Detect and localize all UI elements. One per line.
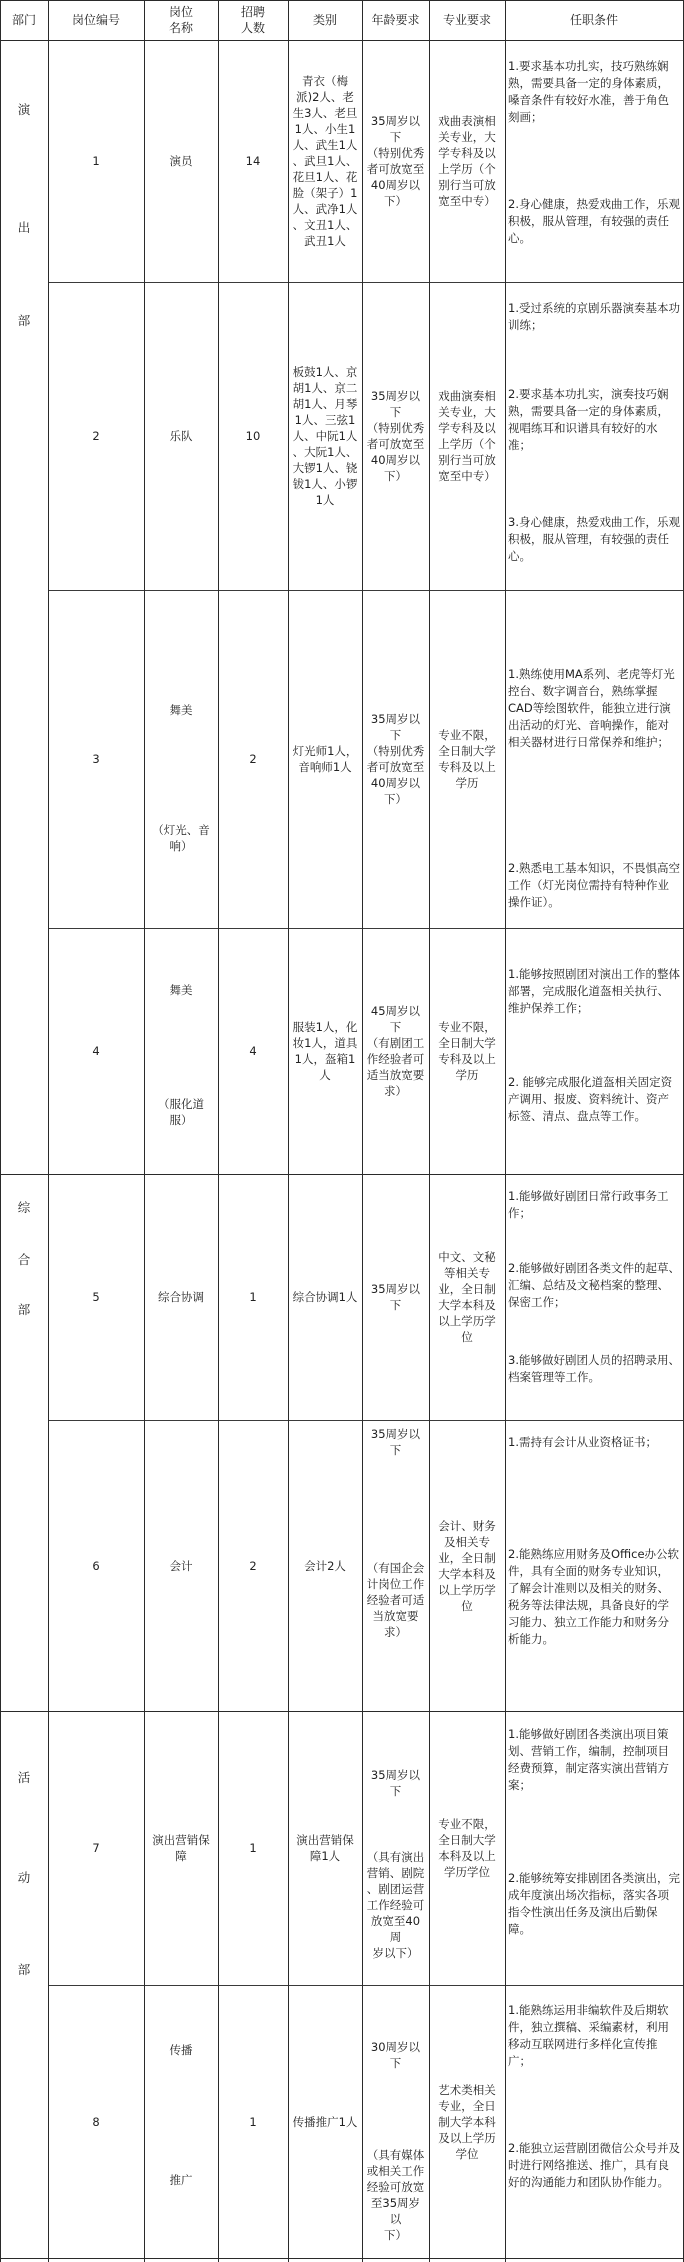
post-category: 会计2人 — [304, 1558, 346, 1573]
requirement-item: 2.能熟练应用财务及Office办公软件，具有全面的财务专业知识，了解会计准则以及相关的财务、税务等法律法规，具备良好的学习能力、独立工作能力和财务分析能力。 — [508, 1547, 680, 1646]
requirement-item: 2.能独立运营剧团微信公众号并及时进行网络推送、推广，具有良好的沟通能力和团队协作能力。 — [508, 2141, 680, 2189]
post-id: 2 — [92, 429, 100, 443]
header-category: 类别 — [312, 13, 337, 27]
requirement-item: 3.身心健康，热爱戏曲工作，乐观积极，服从管理，有较强的责任心。 — [508, 515, 680, 563]
age-requirement: 35周岁以下 （特别优秀 者可放宽至 40周岁以 下） — [366, 389, 425, 483]
table-bottom-border — [0, 2258, 684, 2259]
post-id: 3 — [92, 752, 100, 766]
post-count: 4 — [249, 1044, 257, 1058]
col-border — [505, 0, 506, 2262]
post-count: 10 — [245, 429, 261, 443]
age-requirement: （有国企会 计岗位工作 经验者可适 当放宽要 求） — [366, 1561, 425, 1639]
dept-name-char: 活 — [17, 1770, 31, 1785]
age-requirement: （具有媒体 或相关工作 经验可放宽 至35周岁以 下） — [366, 2148, 425, 2242]
dept-name-char: 合 — [17, 1252, 31, 1267]
dept-name-char: 部 — [17, 1962, 31, 1977]
header-requirements: 任职条件 — [569, 13, 618, 27]
post-name-sub: 推广 — [169, 2173, 193, 2187]
major-requirement: 戏曲演奏相 关专业，大 学专科及以 上学历（个 别行当可放 宽至中专） — [438, 389, 496, 483]
post-count: 1 — [249, 1290, 257, 1304]
post-count: 1 — [249, 1841, 257, 1855]
post-category: 灯光师1人， 音响师1人 — [292, 744, 358, 774]
post-name-sub: （服化道 服） — [158, 1097, 204, 1127]
requirement-item: 2.能够做好剧团各类文件的起草、汇编、总结及文秘档案的整理、保密工作； — [508, 1261, 680, 1309]
requirement-item: 1.要求基本功扎实，技巧熟练娴熟，需要具备一定的身体素质，嗓音条件有较好水准，善于角色刻画； — [508, 59, 669, 124]
header-count: 招聘 人数 — [240, 5, 265, 35]
post-id: 1 — [92, 154, 100, 168]
post-id: 6 — [92, 1558, 100, 1573]
post-name: 会计 — [169, 1558, 193, 1573]
header-major: 专业要求 — [442, 13, 491, 27]
major-requirement: 专业不限， 全日制大学 本科及以上 学历学位 — [438, 1817, 496, 1879]
post-category: 传播推广1人 — [292, 2114, 358, 2129]
post-name: 舞美 — [169, 983, 193, 997]
post-count: 2 — [249, 1558, 257, 1573]
post-id: 8 — [92, 2114, 100, 2129]
post-category: 综合协调1人 — [292, 1290, 358, 1304]
post-category: 服装1人，化 妆1人，道具 1人，盔箱1 人 — [292, 1020, 358, 1082]
post-id: 5 — [92, 1290, 100, 1304]
age-requirement-main: 35周岁以下 — [370, 1427, 421, 1457]
requirement-item: 1.能够按照剧团对演出工作的整体部署，完成服化道盔相关执行、维护保养工作； — [508, 967, 680, 1015]
requirement-item: 1.需持有会计从业资格证书； — [508, 1435, 657, 1449]
post-name: 乐队 — [169, 429, 193, 443]
post-id: 7 — [92, 1841, 100, 1855]
header-post-id: 岗位编号 — [71, 13, 120, 27]
dept-name-char: 出 — [17, 220, 31, 235]
age-requirement-main: 30周岁以下 — [370, 2040, 421, 2070]
dept-name-char: 演 — [17, 102, 31, 117]
dept-name-char: 动 — [17, 1870, 31, 1885]
major-requirement: 艺术类相关 专业，全日 制大学本科 及以上学历 学位 — [438, 2082, 496, 2161]
age-requirement: 35周岁以下 （特别优秀 者可放宽至 40周岁以 下） — [366, 712, 425, 806]
age-requirement: 45周岁以下 （有剧团工 作经验者可 适当放宽要 求） — [366, 1004, 425, 1098]
post-id: 4 — [92, 1044, 100, 1058]
requirement-item: 2.身心健康，热爱戏曲工作，乐观积极，服从管理，有较强的责任心。 — [508, 197, 680, 245]
age-requirement: （具有演出 营销、剧院 、剧团运营 工作经验可 放宽至40周 岁以下） — [366, 1850, 425, 1960]
post-name: 综合协调 — [158, 1290, 204, 1304]
major-requirement: 戏曲表演相 关专业，大 学专科及以 上学历（个 别行当可放 宽至中专） — [438, 114, 496, 208]
post-name: 演员 — [169, 154, 193, 168]
age-requirement: 35周岁以下 — [370, 1282, 421, 1312]
requirement-item: 2.熟悉电工基本知识，不畏惧高空工作（灯光岗位需持有特种作业操作证）。 — [508, 861, 680, 909]
requirement-item: 3.能够做好剧团人员的招聘录用、档案管理等工作。 — [508, 1353, 680, 1384]
requirement-item: 1.熟练使用MA系列、老虎等灯光控台、数字调音台，熟练掌握CAD等绘图软件，能独立进行演出活动的灯光、音响操作，能对相关器材进行日常保养和维护； — [508, 667, 675, 749]
requirement-item: 2.能够统筹安排剧团各类演出，完成年度演出场次指标，落实各项指令性演出任务及演出后勤保障。 — [508, 1871, 680, 1936]
major-requirement: 中文、文秘 等相关专 业，全日制 大学本科及 以上学历学 位 — [438, 1250, 496, 1344]
header-age: 年龄要求 — [371, 13, 420, 27]
post-category: 演出营销保 障1人 — [296, 1833, 354, 1863]
post-category: 板鼓1人、京 胡1人、京二 胡1人、月琴 1人、三弦1 人、中阮1人 、大阮1人、 大锣1人、铙 钹1人、小锣 1人 — [292, 365, 358, 507]
major-requirement: 专业不限， 全日制大学 专科及以上 学历 — [438, 728, 496, 790]
age-requirement: 35周岁以下 （特别优秀 者可放宽至 40周岁以 下） — [366, 114, 425, 208]
post-name: 舞美 — [169, 703, 193, 717]
post-name: 传播 — [169, 2043, 193, 2057]
post-category: 青衣（梅 派)2人、老 生3人、老旦 1人、小生1 人、武生1人 、武旦1人、 花旦1人、花 脸（架子）1 人、武净1人 、文丑1人、 武丑1人 — [292, 74, 358, 248]
col-border — [0, 0, 1, 2262]
age-requirement-main: 35周岁以下 — [370, 1768, 421, 1798]
requirement-item: 1.能够做好剧团日常行政事务工作； — [508, 1189, 669, 1220]
post-name: 演出营销保 障 — [152, 1833, 210, 1863]
post-count: 1 — [249, 2114, 257, 2129]
post-count: 2 — [249, 752, 257, 766]
header-post-name: 岗位 名称 — [168, 5, 193, 35]
dept-name-char: 综 — [17, 1200, 31, 1215]
dept-name-char: 部 — [17, 313, 31, 328]
header-dept: 部门 — [11, 13, 36, 27]
requirement-item: 1.能够做好剧团各类演出项目策划、营销工作，编制，控制项目经费预算，制定落实演出营销方案； — [508, 1727, 669, 1792]
post-count: 14 — [245, 154, 261, 168]
dept-name-char: 部 — [17, 1302, 31, 1317]
major-requirement: 专业不限， 全日制大学 专科及以上 学历 — [438, 1020, 496, 1082]
requirement-item: 2.要求基本功扎实，演奏技巧娴熟，需要具备一定的身体素质，视唱练耳和识谱具有较好的水准； — [508, 387, 669, 452]
major-requirement: 会计、财务 及相关专 业，全日制 大学本科及 以上学历学 位 — [438, 1518, 496, 1613]
requirement-item: 2. 能够完成服化道盔相关固定资产调用、报废、资料统计、资产标签、清点、盘点等工作。 — [508, 1075, 673, 1123]
requirement-item: 1.受过系统的京剧乐器演奏基本功训练； — [508, 301, 680, 332]
post-name-sub: （灯光、音 响） — [152, 823, 210, 853]
requirement-item: 1.能熟练运用非编软件及后期软件，独立撰稿、采编素材，利用移动互联网进行多样化宣传推广； — [508, 2003, 669, 2068]
